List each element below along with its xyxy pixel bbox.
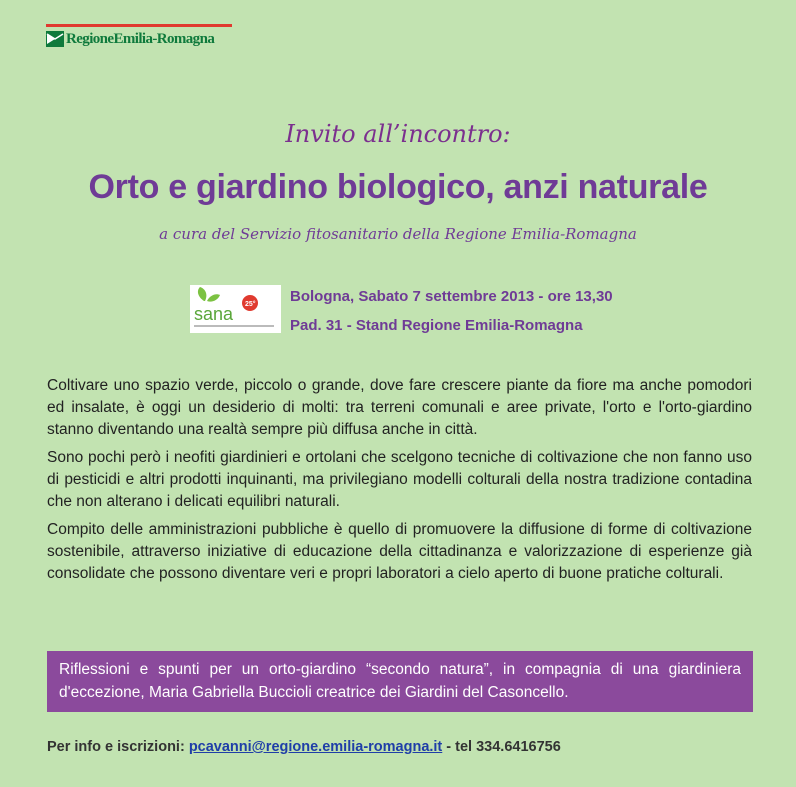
invito-heading: Invito all’incontro: (285, 120, 511, 148)
sana-badge: 25° (245, 301, 256, 308)
highlight-banner: Riflessioni e spunti per un orto-giardino “secondo natura”, in compagnia di una giardiniera d'eccezione, Maria Gabriella Buccioli creatrice dei Giardini del Casoncello. (47, 651, 753, 712)
body-text (47, 375, 752, 591)
contact-info (47, 739, 561, 755)
page-subtitle: a cura del Servizio fitosanitario della Regione Emilia-Romagna (159, 225, 637, 243)
regione-logo (46, 24, 232, 54)
paragraph-1: Coltivare uno spazio verde, piccolo o grande, dove fare crescere piante da fiore ma anche pomodori ed insalate, è oggi un desiderio di molti: tra terreni comunali e aree private, l'orto e l'orto-giardino stanno diventando una realtà sempre più diffusa anche in città. (47, 377, 752, 438)
sana-word: sana (194, 304, 234, 324)
paragraph-3: Compito delle amministrazioni pubbliche è quello di promuovere la diffusione di forme di coltivazione sostenibile, attraverso iniziative di educazione della cittadinanza e valorizzazione di esperienze già consolidate che possono diventare veri e propri laboratori a cielo aperto di buone pratiche colturali. (47, 521, 752, 582)
phone-number: - tel 334.6416756 (442, 739, 561, 755)
event-date: Bologna, Sabato 7 settembre 2013 - ore 13,30 (290, 288, 613, 305)
sana-logo (190, 285, 281, 333)
sana-leaf-icon (190, 285, 281, 333)
logo-text: RegioneEmilia-Romagna (66, 31, 215, 47)
page-title: Orto e giardino biologico, anzi naturale (88, 168, 708, 206)
info-label: Per info e iscrizioni: (47, 739, 185, 755)
paragraph-2: Sono pochi però i neofiti giardinieri e ortolani che scelgono tecniche di coltivazione che non fanno uso di pesticidi e altri prodotti inquinanti, ma privilegiano modelli colturali della nostra tradizione contadina che non alterano i delicati equilibri naturali. (47, 449, 752, 510)
email-link[interactable]: pcavanni@regione.emilia-romagna.it (188, 739, 443, 755)
logo-red-bar (46, 24, 232, 27)
event-location: Pad. 31 - Stand Regione Emilia-Romagna (290, 317, 583, 334)
regione-flag-icon (46, 31, 64, 47)
